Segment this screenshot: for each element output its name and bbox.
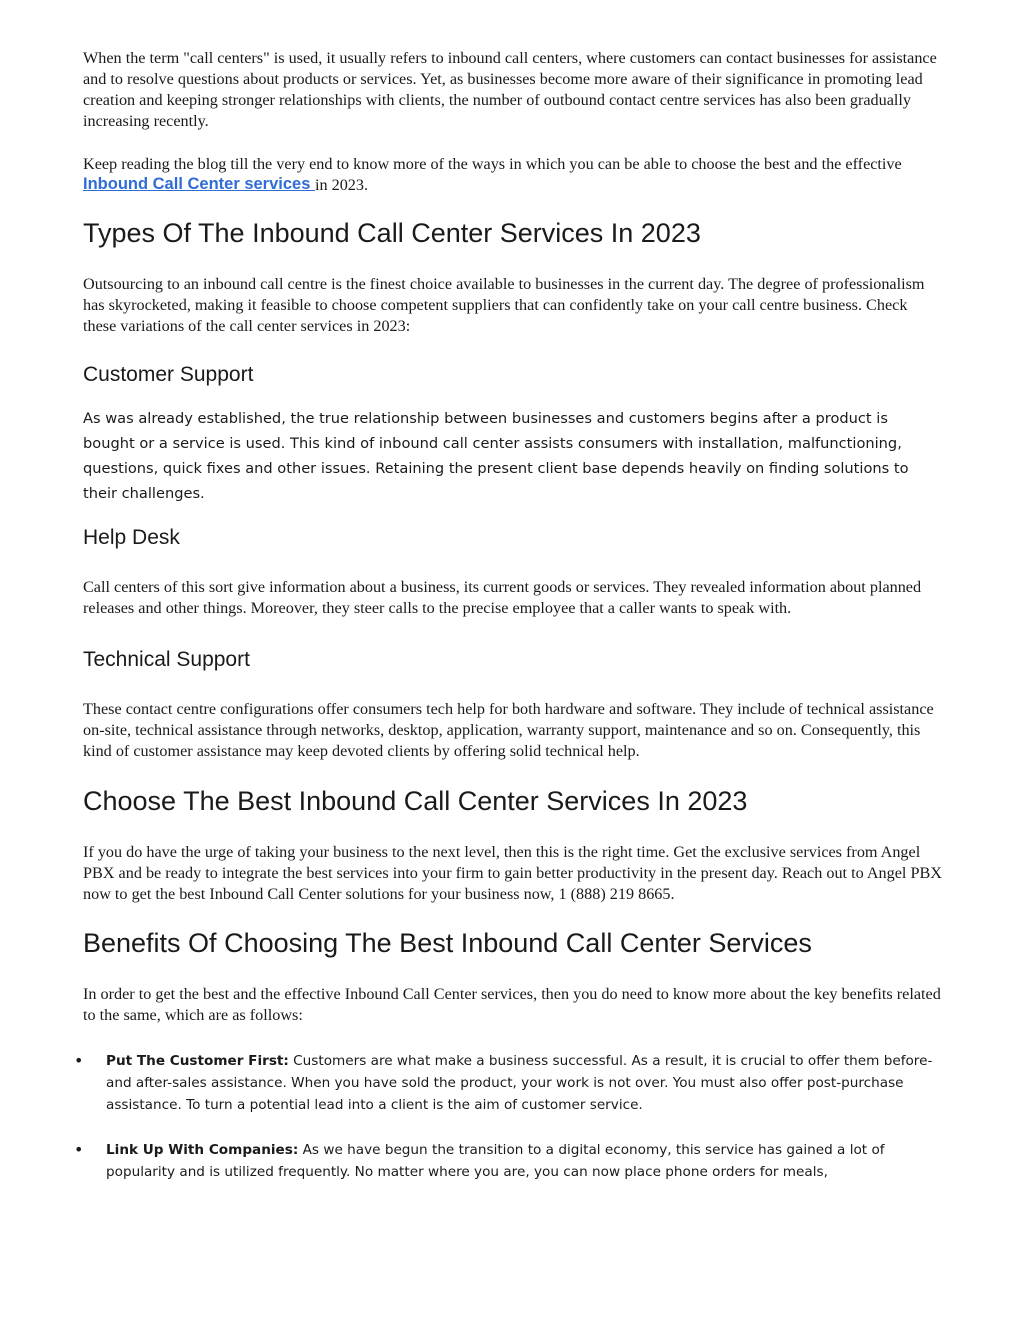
list-item-text: As we have begun the transition to a digital economy, this service has gained a lot of popularity and is utilized frequently. No matter where you are, you can now place phone orders for meals, <box>106 1142 885 1180</box>
intro-paragraph-2-end: in 2023. <box>314 176 369 194</box>
inbound-call-center-link[interactable]: Inbound Call Center services <box>83 175 315 193</box>
section-heading-benefits: Benefits Of Choosing The Best Inbound Call Center Services <box>83 928 812 958</box>
help-desk-body: Call centers of this sort give information about a business, its current goods or services. They revealed information about planned releases and other things. Moreover, they steer calls to the precise employee that a caller wants to speak with. <box>83 578 922 617</box>
list-item <box>74 1050 943 1116</box>
intro-paragraph-2 <box>83 154 943 196</box>
document-page <box>74 48 943 1183</box>
list-item <box>74 1139 943 1183</box>
customer-support-body: As was already established, the true relationship between businesses and customers begins after a product is bought or a service is used. This kind of inbound call center assists consumers with installation, malfunctioning, questions, quick fixes and other issues. Retaining the present client base depends heavily on finding solutions to their challenges. <box>83 410 909 502</box>
section-benefits-body: In order to get the best and the effective Inbound Call Center services, then you do need to know more about the key benefits related to the same, which are as follows: <box>83 985 941 1024</box>
bullet-icon: • <box>74 1140 84 1159</box>
section-heading-types: Types Of The Inbound Call Center Services In 2023 <box>83 218 701 248</box>
intro-paragraph: When the term "call centers" is used, it usually refers to inbound call centers, where customers can contact businesses for assistance and to resolve questions about products or services. Yet, as businesses become more aware of their significance in promoting lead creation and keeping stronger relationships with clients, the number of outbound contact centre services has also been gradually increasing recently. <box>83 49 937 130</box>
subheading-help-desk: Help Desk <box>83 526 180 549</box>
list-item-label: Link Up With Companies: <box>106 1142 299 1158</box>
section-heading-choose: Choose The Best Inbound Call Center Services In 2023 <box>83 786 748 816</box>
subheading-technical-support: Technical Support <box>83 648 250 671</box>
list-item-text: Customers are what make a business successful. As a result, it is crucial to offer them before- and after-sales assistance. When you have sold the product, your work is not over. You must also offer post-purchase assistance. To turn a potential lead into a client is the aim of customer service. <box>106 1053 933 1113</box>
list-item-label: Put The Customer First: <box>106 1053 289 1069</box>
benefits-list <box>74 1050 943 1183</box>
technical-support-body: These contact centre configurations offer consumers tech help for both hardware and software. They include of technical assistance on-site, technical assistance through networks, desktop, application, warranty support, maintenance and so on. Consequently, this kind of customer assistance may keep devoted clients by offering solid technical help. <box>83 700 934 760</box>
bullet-icon: • <box>74 1051 84 1070</box>
section-types-body: Outsourcing to an inbound call centre is the finest choice available to businesses in the current day. The degree of professionalism has skyrocketed, making it feasible to choose competent suppliers that can confidently take on your call centre business. Check these variations of the call center services in 2023: <box>83 275 925 335</box>
intro-paragraph-2-text: Keep reading the blog till the very end to know more of the ways in which you can be able to choose the best and the effective <box>83 155 902 173</box>
section-choose-body: If you do have the urge of taking your business to the next level, then this is the right time. Get the exclusive services from Angel PBX and be ready to integrate the best services into your firm to gain better productivity in the present day. Reach out to Angel PBX now to get the best Inbound Call Center solutions for your business now, 1 (888) 219 8665. <box>83 843 942 903</box>
subheading-customer-support: Customer Support <box>83 363 254 386</box>
